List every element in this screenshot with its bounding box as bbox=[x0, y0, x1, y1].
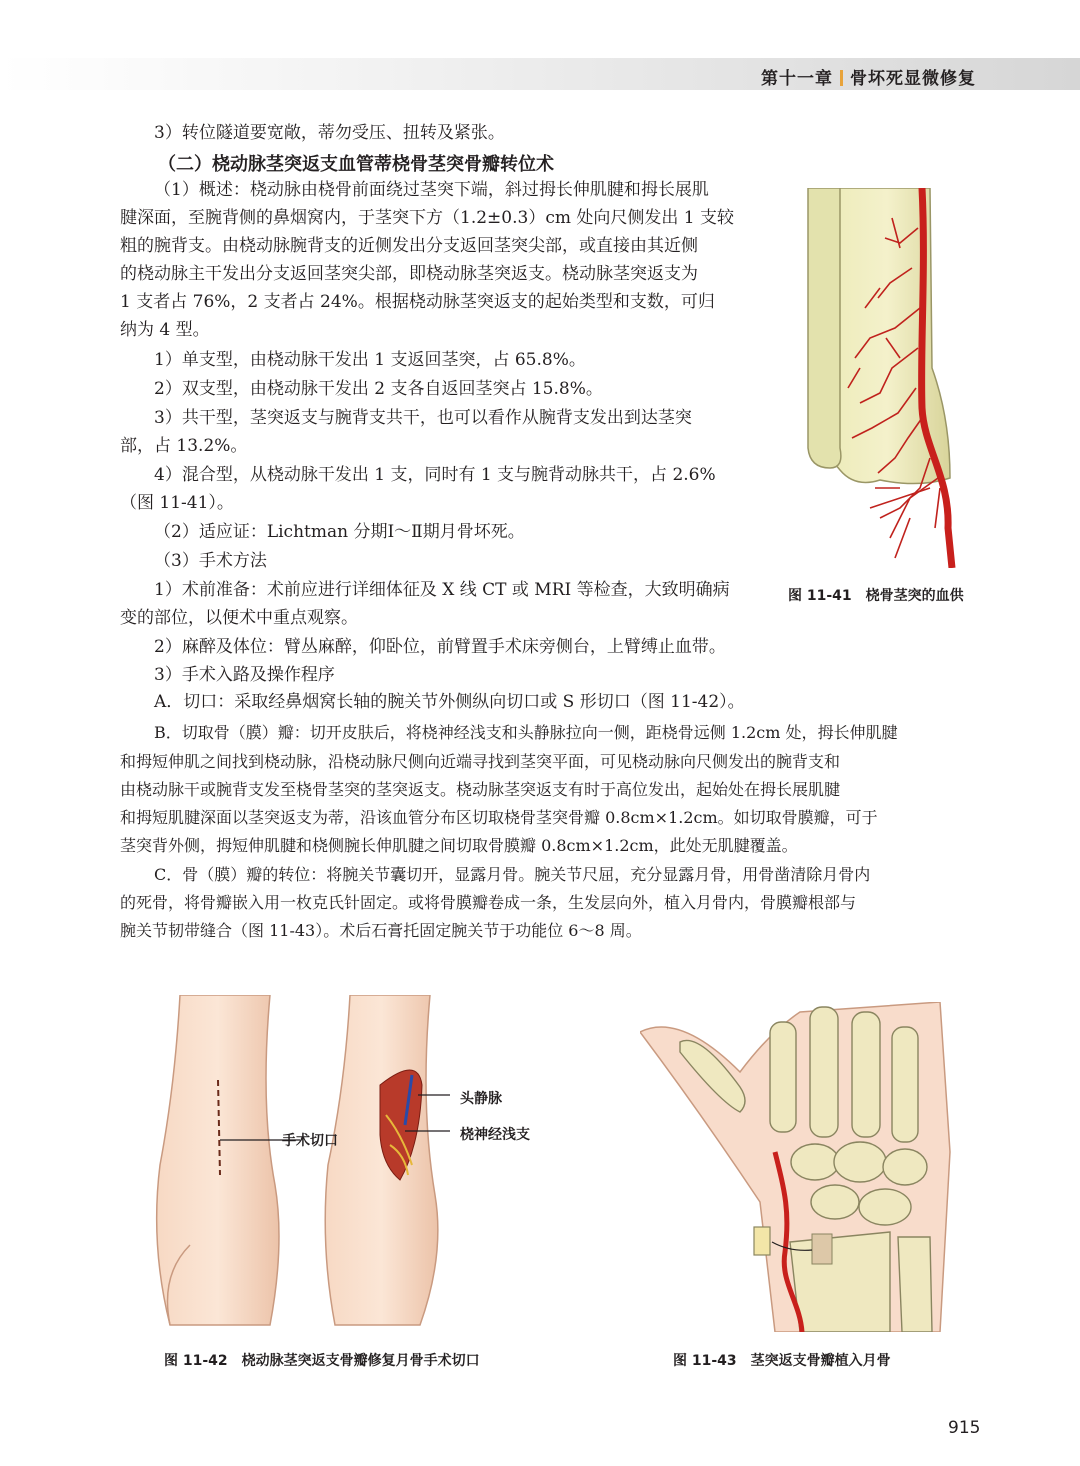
radius-blood-supply-figure bbox=[800, 188, 980, 568]
text-line: 1 支者占 76%，2 支者占 24%。根据桡动脉茎突返支的起始类型和支数，可归 bbox=[120, 292, 715, 312]
text-line: 2）双支型，由桡动脉干发出 2 支各自返回茎突占 15.8%。 bbox=[154, 379, 603, 399]
figure-caption: 图 11-42 桡动脉茎突返支骨瓣修复月骨手术切口 bbox=[164, 1353, 480, 1369]
text-line: 3）手术入路及操作程序 bbox=[154, 665, 335, 685]
text-line: 由桡动脉干或腕背支发至桡骨茎突的茎突返支。桡动脉茎突返支有时于高位发出，起始处在拇长展肌腱 bbox=[120, 780, 841, 799]
text-line: （3）手术方法 bbox=[154, 551, 267, 571]
text-line: 2）麻醉及体位：臂丛麻醉，仰卧位，前臂置手术床旁侧台，上臂缚止血带。 bbox=[154, 637, 726, 657]
text-line: 和拇短肌腱深面以茎突返支为蒂，沿该血管分布区切取桡骨茎突骨瓣 0.8cm×1.2cm。如切取骨膜瓣，可于 bbox=[120, 808, 878, 827]
cephalic-vein-label: 头静脉 bbox=[460, 1091, 502, 1107]
header-separator bbox=[840, 70, 843, 86]
forearm-incision-figure bbox=[150, 995, 450, 1335]
radial-nerve-label: 桡神经浅支 bbox=[460, 1127, 530, 1143]
text-line: 的死骨，将骨瓣嵌入用一枚克氏针固定。或将骨膜瓣卷成一条，生发层向外，植入月骨内，骨膜瓣根部与 bbox=[120, 893, 857, 912]
text-line: 1）单支型，由桡动脉干发出 1 支返回茎突，占 65.8%。 bbox=[154, 350, 586, 370]
chapter-label: 第十一章 bbox=[761, 69, 833, 89]
figure-caption: 图 11-41 桡骨茎突的血供 bbox=[788, 588, 964, 604]
text-line: B．切取骨（膜）瓣：切开皮肤后，将桡神经浅支和头静脉拉向一侧，距桡骨远侧 1.2cm 处，拇长伸肌腱 bbox=[154, 723, 898, 742]
text-line: （图 11-41）。 bbox=[120, 493, 234, 513]
text-line: 粗的腕背支。由桡动脉腕背支的近侧发出分支返回茎突尖部，或直接由其近侧 bbox=[120, 236, 698, 256]
text-line: 的桡动脉主干发出分支返回茎突尖部，即桡动脉茎突返支。桡动脉茎突返支为 bbox=[120, 264, 698, 284]
running-header-text bbox=[761, 64, 976, 89]
text-line: 腕关节韧带缝合（图 11-43）。术后石膏托固定腕关节于功能位 6～8 周。 bbox=[120, 921, 642, 940]
text-line: 1）术前准备：术前应进行详细体征及 X 线 CT 或 MRI 等检查，大致明确病 bbox=[154, 580, 730, 600]
text-line: 4）混合型，从桡动脉干发出 1 支，同时有 1 支与腕背动脉共干，占 2.6% bbox=[154, 465, 716, 485]
text-line: 和拇短伸肌之间找到桡动脉，沿桡动脉尺侧向近端寻找到茎突平面，可见桡动脉向尺侧发出的腕背支和 bbox=[120, 752, 841, 771]
section-heading: （二）桡动脉茎突返支血管蒂桡骨茎突骨瓣转位术 bbox=[158, 154, 554, 175]
hand-skeleton-figure bbox=[640, 1002, 960, 1332]
incision-label: 手术切口 bbox=[282, 1133, 338, 1149]
chapter-title: 骨坏死显微修复 bbox=[850, 69, 976, 89]
text-line: （1）概述：桡动脉由桡骨前面绕过茎突下端，斜过拇长伸肌腱和拇长展肌 bbox=[154, 180, 709, 200]
text-line: C．骨（膜）瓣的转位：将腕关节囊切开，显露月骨。腕关节尺屈，充分显露月骨，用骨凿清除月骨内 bbox=[154, 865, 871, 884]
figure-caption: 图 11-43 茎突返支骨瓣植入月骨 bbox=[673, 1353, 891, 1369]
paragraph: 3）转位隧道要宽敞，蒂勿受压、扭转及紧张。 bbox=[154, 123, 505, 143]
text-line: A．切口：采取经鼻烟窝长轴的腕关节外侧纵向切口或 S 形切口（图 11-42）。 bbox=[154, 692, 745, 712]
text-line: 纳为 4 型。 bbox=[120, 320, 210, 340]
text-line: 3）共干型，茎突返支与腕背支共干，也可以看作从腕背支发出到达茎突 bbox=[154, 408, 692, 428]
text-line: 腱深面，至腕背侧的鼻烟窝内，于茎突下方（1.2±0.3）cm 处向尺侧发出 1 支较 bbox=[120, 208, 734, 228]
page-number: 915 bbox=[948, 1418, 981, 1438]
text-line: 茎突背外侧，拇短伸肌腱和桡侧腕长伸肌腱之间切取骨膜瓣 0.8cm×1.2cm，此处无肌腱覆盖。 bbox=[120, 836, 798, 855]
text-line: 变的部位，以便术中重点观察。 bbox=[120, 608, 358, 628]
text-line: 部，占 13.2%。 bbox=[120, 436, 248, 456]
running-header bbox=[0, 58, 1080, 90]
text-line: （2）适应证：Lichtman 分期Ⅰ～Ⅱ期月骨坏死。 bbox=[154, 522, 525, 542]
